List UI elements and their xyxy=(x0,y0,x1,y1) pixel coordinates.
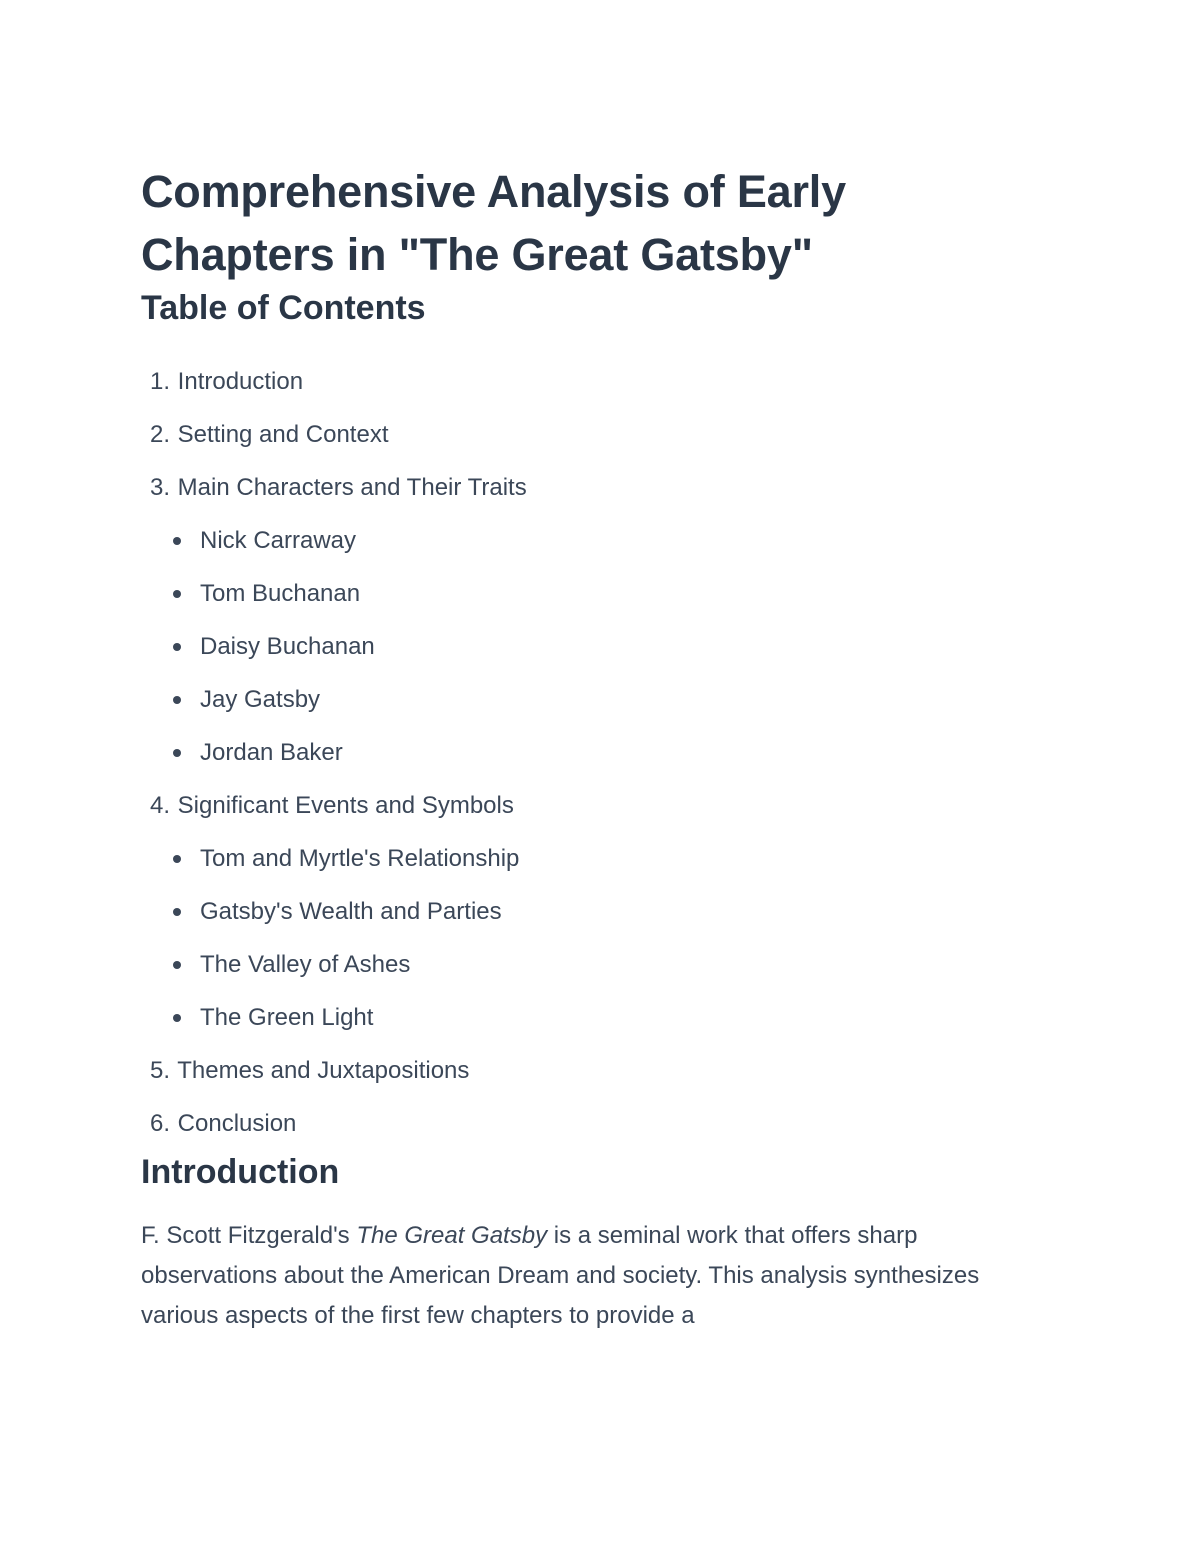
toc-subitem[interactable] xyxy=(141,620,1041,673)
toc-subitem[interactable] xyxy=(141,673,1041,726)
table-of-contents xyxy=(141,355,1041,1150)
bullet-icon xyxy=(173,961,181,969)
toc-sublabel: Jordan Baker xyxy=(200,739,343,766)
toc-item-themes[interactable] xyxy=(141,1044,1041,1097)
toc-item-setting-and-context[interactable] xyxy=(141,408,1041,461)
toc-number: 6. xyxy=(149,1110,170,1137)
paragraph-text: is a seminal work that offers sharp observations about the American Dream and society. This analysis synthesizes various aspects of the first few chapters to provide a xyxy=(141,1222,980,1329)
bullet-icon xyxy=(173,643,181,651)
document-title: Comprehensive Analysis of Early Chapters in "The Great Gatsby" xyxy=(141,166,846,280)
toc-sublist-characters xyxy=(141,514,1041,779)
toc-heading: Table of Contents xyxy=(141,289,426,327)
toc-number: 3. xyxy=(149,474,170,501)
toc-sublabel: Jay Gatsby xyxy=(200,686,321,713)
toc-item-conclusion[interactable] xyxy=(141,1097,1041,1150)
bullet-icon xyxy=(173,749,181,757)
toc-item-significant-events[interactable] xyxy=(141,779,1041,1044)
book-title-italic: The Great Gatsby xyxy=(356,1222,548,1249)
toc-subitem[interactable] xyxy=(141,514,1041,567)
toc-sublabel: Nick Carraway xyxy=(200,527,357,554)
toc-sublabel: The Green Light xyxy=(200,1004,374,1031)
toc-sublabel: Tom and Myrtle's Relationship xyxy=(200,845,520,872)
toc-label: Main Characters and Their Traits xyxy=(177,474,527,501)
toc-label: Conclusion xyxy=(177,1110,297,1137)
toc-subitem[interactable] xyxy=(141,938,1041,991)
toc-sublabel: The Valley of Ashes xyxy=(200,951,411,978)
bullet-icon xyxy=(173,908,181,916)
toc-subitem[interactable] xyxy=(141,832,1041,885)
toc-label: Themes and Juxtapositions xyxy=(177,1057,470,1084)
toc-sublabel: Gatsby's Wealth and Parties xyxy=(200,898,502,925)
bullet-icon xyxy=(173,696,181,704)
bullet-icon xyxy=(173,537,181,545)
toc-subitem[interactable] xyxy=(141,567,1041,620)
toc-label: Introduction xyxy=(177,368,304,395)
toc-number: 1. xyxy=(149,368,170,395)
introduction-paragraph xyxy=(141,1216,1031,1336)
bullet-icon xyxy=(173,1014,181,1022)
document-page xyxy=(141,160,1041,1336)
paragraph-text: F. Scott Fitzgerald's xyxy=(141,1222,357,1249)
toc-sublist-events xyxy=(141,832,1041,1044)
toc-sublabel: Tom Buchanan xyxy=(200,580,361,607)
bullet-icon xyxy=(173,855,181,863)
bullet-icon xyxy=(173,590,181,598)
toc-subitem[interactable] xyxy=(141,885,1041,938)
toc-number: 2. xyxy=(149,421,170,448)
introduction-heading: Introduction xyxy=(141,1153,340,1191)
toc-label: Significant Events and Symbols xyxy=(177,792,514,819)
toc-item-main-characters[interactable] xyxy=(141,461,1041,779)
toc-sublabel: Daisy Buchanan xyxy=(200,633,375,660)
toc-label: Setting and Context xyxy=(177,421,389,448)
toc-number: 5. xyxy=(149,1057,170,1084)
toc-subitem[interactable] xyxy=(141,991,1041,1044)
toc-item-introduction[interactable] xyxy=(141,355,1041,408)
toc-subitem[interactable] xyxy=(141,726,1041,779)
toc-number: 4. xyxy=(149,792,170,819)
